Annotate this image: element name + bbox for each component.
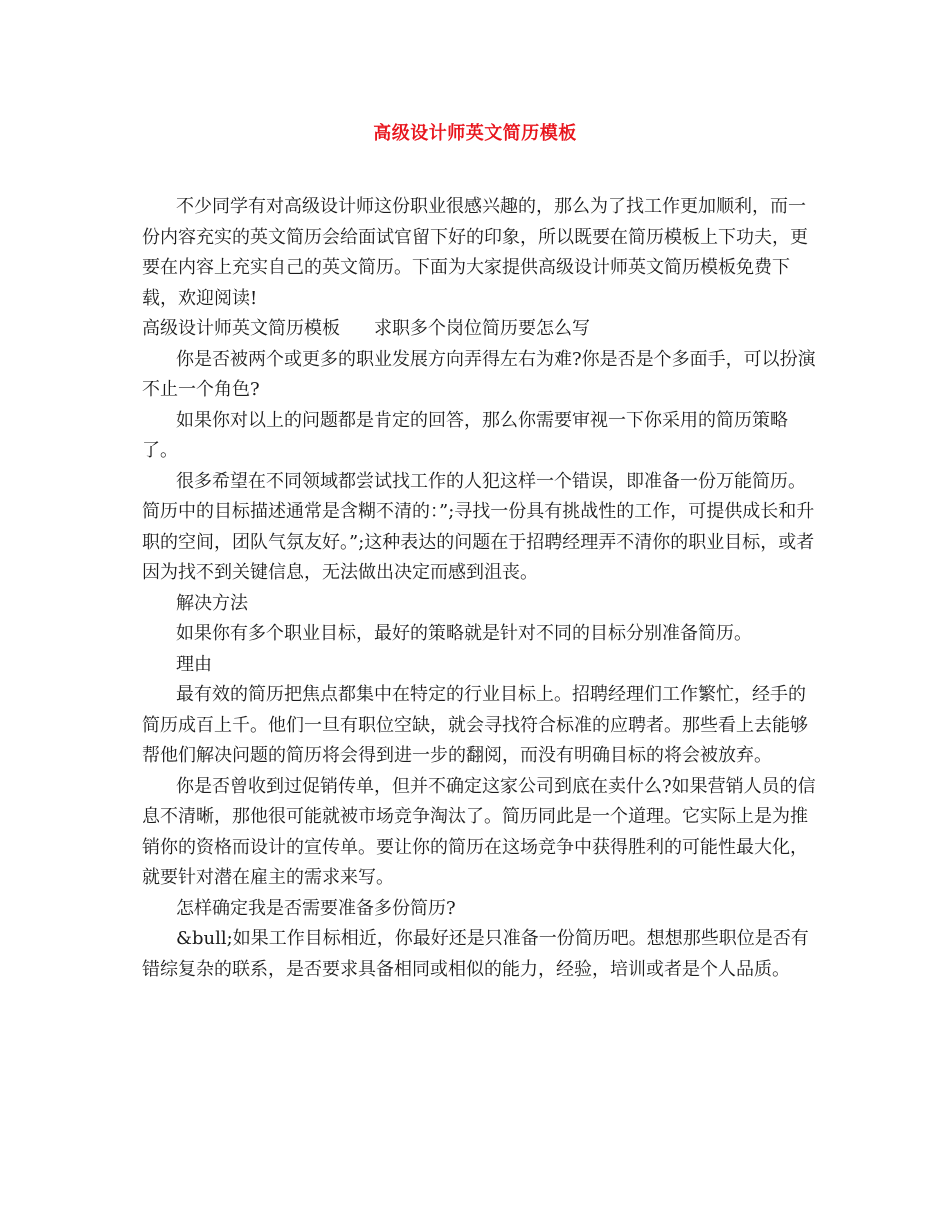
related-link-multiple-jobs[interactable]: 求职多个岗位简历要怎么写 [374,318,590,339]
paragraph: 如果你对以上的问题都是肯定的回答，那么你需要审视一下你采用的简历策略了。 [142,409,788,461]
paragraph: &bull;如果工作目标相近，你最好还是只准备一份简历吧。想想那些职位是否有错综复杂的联系，是否要求具备相同或相似的能力，经验，培训或者是个人品质。 [142,928,809,980]
section-heading: 解决方法 [176,592,248,614]
paragraph: 很多希望在不同领域都尝试找工作的人犯这样一个错误，即准备一份万能简历。简历中的目标描述通常是含糊不清的：”;寻找一份具有挑战性的工作，可提供成长和升职的空间，团队气氛友好。”;这种表达的问题在于招聘经理弄不清你的职业目标，或者因为找不到关键信息，无法做出决定而感到沮丧。 [142,470,815,583]
document-title: 高级设计师英文简历模板 [373,123,577,144]
paragraph: 你是否曾收到过促销传单，但并不确定这家公司到底在卖什么?如果营销人员的信息不清晰，那他很可能就被市场竞争淘汰了。简历同此是一个道理。它实际上是为推销你的资格而设计的宣传单。要让你的简历在这场竞争中获得胜利的可能性最大化，就要针对潜在雇主的需求来写。 [142,775,816,888]
paragraph: 你是否被两个或更多的职业发展方向弄得左右为难?你是否是个多面手，可以扮演不止一个角色? [142,348,816,400]
document-body [142,192,822,985]
paragraph: 如果你有多个职业目标，最好的策略就是针对不同的目标分别准备简历。 [176,623,752,644]
paragraph: 最有效的简历把焦点都集中在特定的行业目标上。招聘经理们工作繁忙，经手的简历成百上千。他们一旦有职位空缺，就会寻找符合标准的应聘者。那些看上去能够帮他们解决问题的简历将会得到进一步的翻阅，而没有明确目标的将会被放弃。 [142,684,808,766]
section-heading: 理由 [176,653,212,675]
intro-paragraph: 不少同学有对高级设计师这份职业很感兴趣的，那么为了找工作更加顺利，而一份内容充实的英文简历会给面试官留下好的印象，所以既要在简历模板上下功夫，更要在内容上充实自己的英文简历。下面为大家提供高级设计师英文简历模板免费下载，欢迎阅读! [142,196,808,309]
section-heading: 怎样确定我是否需要准备多份简历? [176,897,456,919]
related-links [142,314,822,345]
related-link-template[interactable]: 高级设计师英文简历模板 [142,318,340,339]
